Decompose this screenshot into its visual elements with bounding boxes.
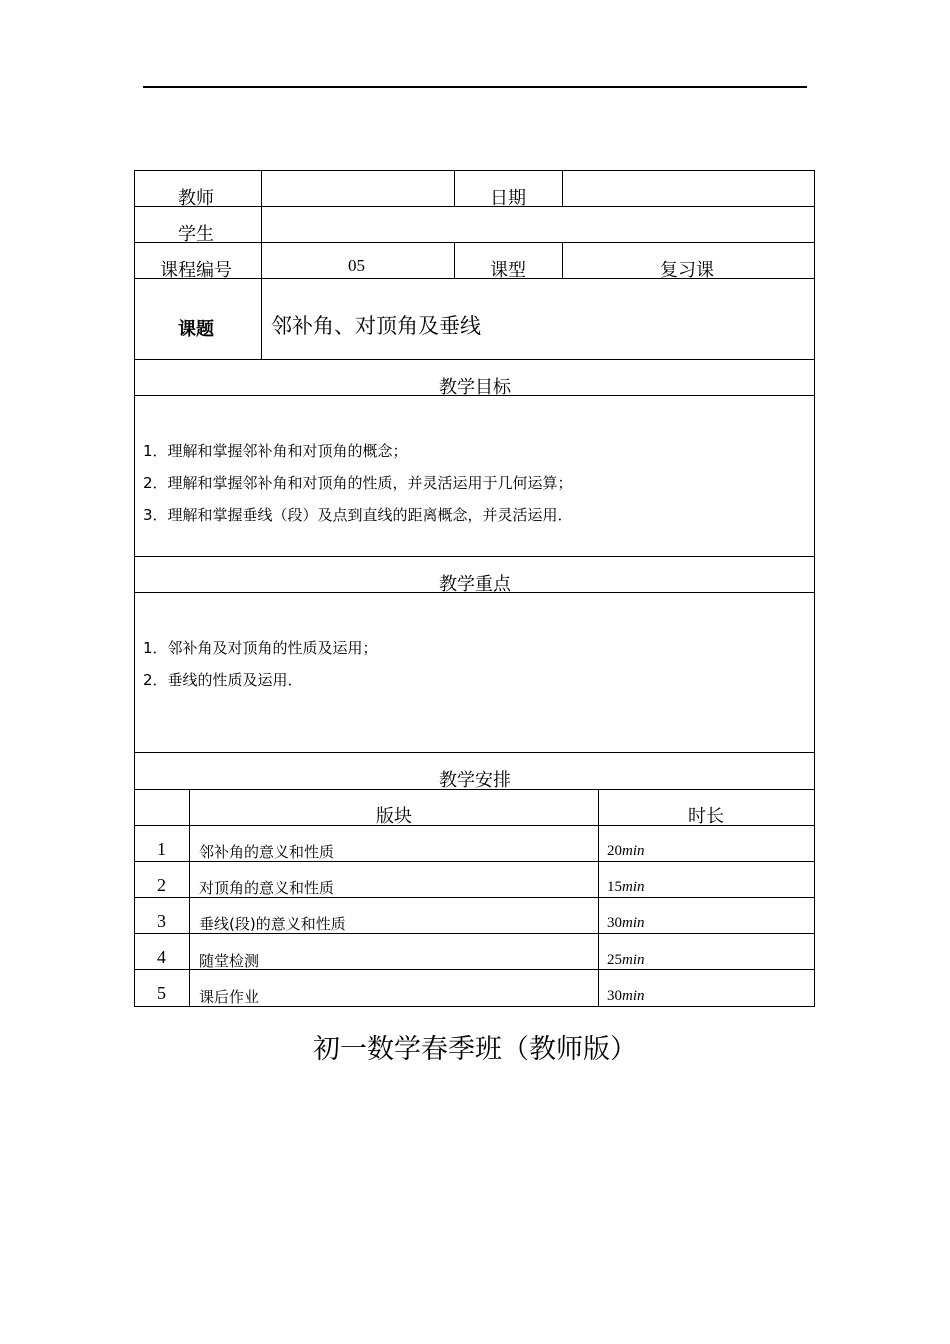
schedule-title: 教学安排 bbox=[439, 770, 511, 791]
duration: 30min bbox=[607, 988, 645, 1004]
col-divider bbox=[189, 789, 190, 1006]
duration: 25min bbox=[607, 952, 645, 968]
duration: 20min bbox=[607, 843, 645, 859]
objectives-title: 教学目标 bbox=[439, 377, 511, 398]
col-divider bbox=[454, 242, 455, 278]
row-divider bbox=[134, 242, 815, 243]
row-index: 5 bbox=[157, 983, 166, 1003]
objective-item: 3．理解和掌握垂线（段）及点到直线的距离概念，并灵活运用． bbox=[143, 506, 573, 524]
duration: 30min bbox=[607, 915, 645, 931]
row-index: 2 bbox=[157, 875, 166, 895]
row-divider bbox=[134, 206, 815, 207]
course-type-label: 课型 bbox=[490, 260, 526, 281]
teacher-label: 教师 bbox=[178, 188, 214, 209]
block-name: 课后作业 bbox=[199, 988, 260, 1006]
row-index: 3 bbox=[157, 911, 166, 931]
row-index: 1 bbox=[157, 839, 166, 859]
col-divider bbox=[562, 242, 563, 278]
topic-label: 课题 bbox=[178, 319, 214, 340]
col-divider bbox=[261, 170, 262, 359]
block-name: 随堂检测 bbox=[199, 952, 260, 970]
footer-title: 初一数学春季班（教师版） bbox=[313, 1034, 637, 1065]
topic-value: 邻补角、对顶角及垂线 bbox=[271, 314, 481, 338]
col-divider bbox=[598, 789, 599, 1006]
duration: 15min bbox=[607, 879, 645, 895]
table-top-border bbox=[134, 170, 815, 171]
course-number-value: 05 bbox=[348, 256, 365, 275]
key-point-item: 2．垂线的性质及运用． bbox=[143, 671, 303, 689]
col-divider bbox=[562, 170, 563, 206]
row-divider bbox=[134, 556, 815, 557]
key-points-title: 教学重点 bbox=[439, 574, 511, 595]
header-rule bbox=[143, 86, 807, 88]
objective-item: 1．理解和掌握邻补角和对顶角的概念； bbox=[143, 442, 408, 460]
row-index: 4 bbox=[157, 947, 166, 967]
course-number-label: 课程编号 bbox=[160, 260, 232, 281]
block-name: 对顶角的意义和性质 bbox=[199, 879, 335, 897]
key-point-item: 1．邻补角及对顶角的性质及运用； bbox=[143, 639, 378, 657]
block-name: 邻补角的意义和性质 bbox=[199, 843, 335, 861]
block-column-header: 版块 bbox=[376, 806, 412, 827]
col-divider bbox=[454, 170, 455, 206]
date-label: 日期 bbox=[490, 188, 526, 209]
row-divider bbox=[134, 752, 815, 753]
duration-column-header: 时长 bbox=[688, 806, 724, 827]
block-name: 垂线(段)的意义和性质 bbox=[199, 915, 346, 933]
row-divider bbox=[134, 359, 815, 360]
student-label: 学生 bbox=[178, 224, 214, 245]
objective-item: 2．理解和掌握邻补角和对顶角的性质，并灵活运用于几何运算； bbox=[143, 474, 573, 492]
course-type-value: 复习课 bbox=[660, 260, 714, 281]
